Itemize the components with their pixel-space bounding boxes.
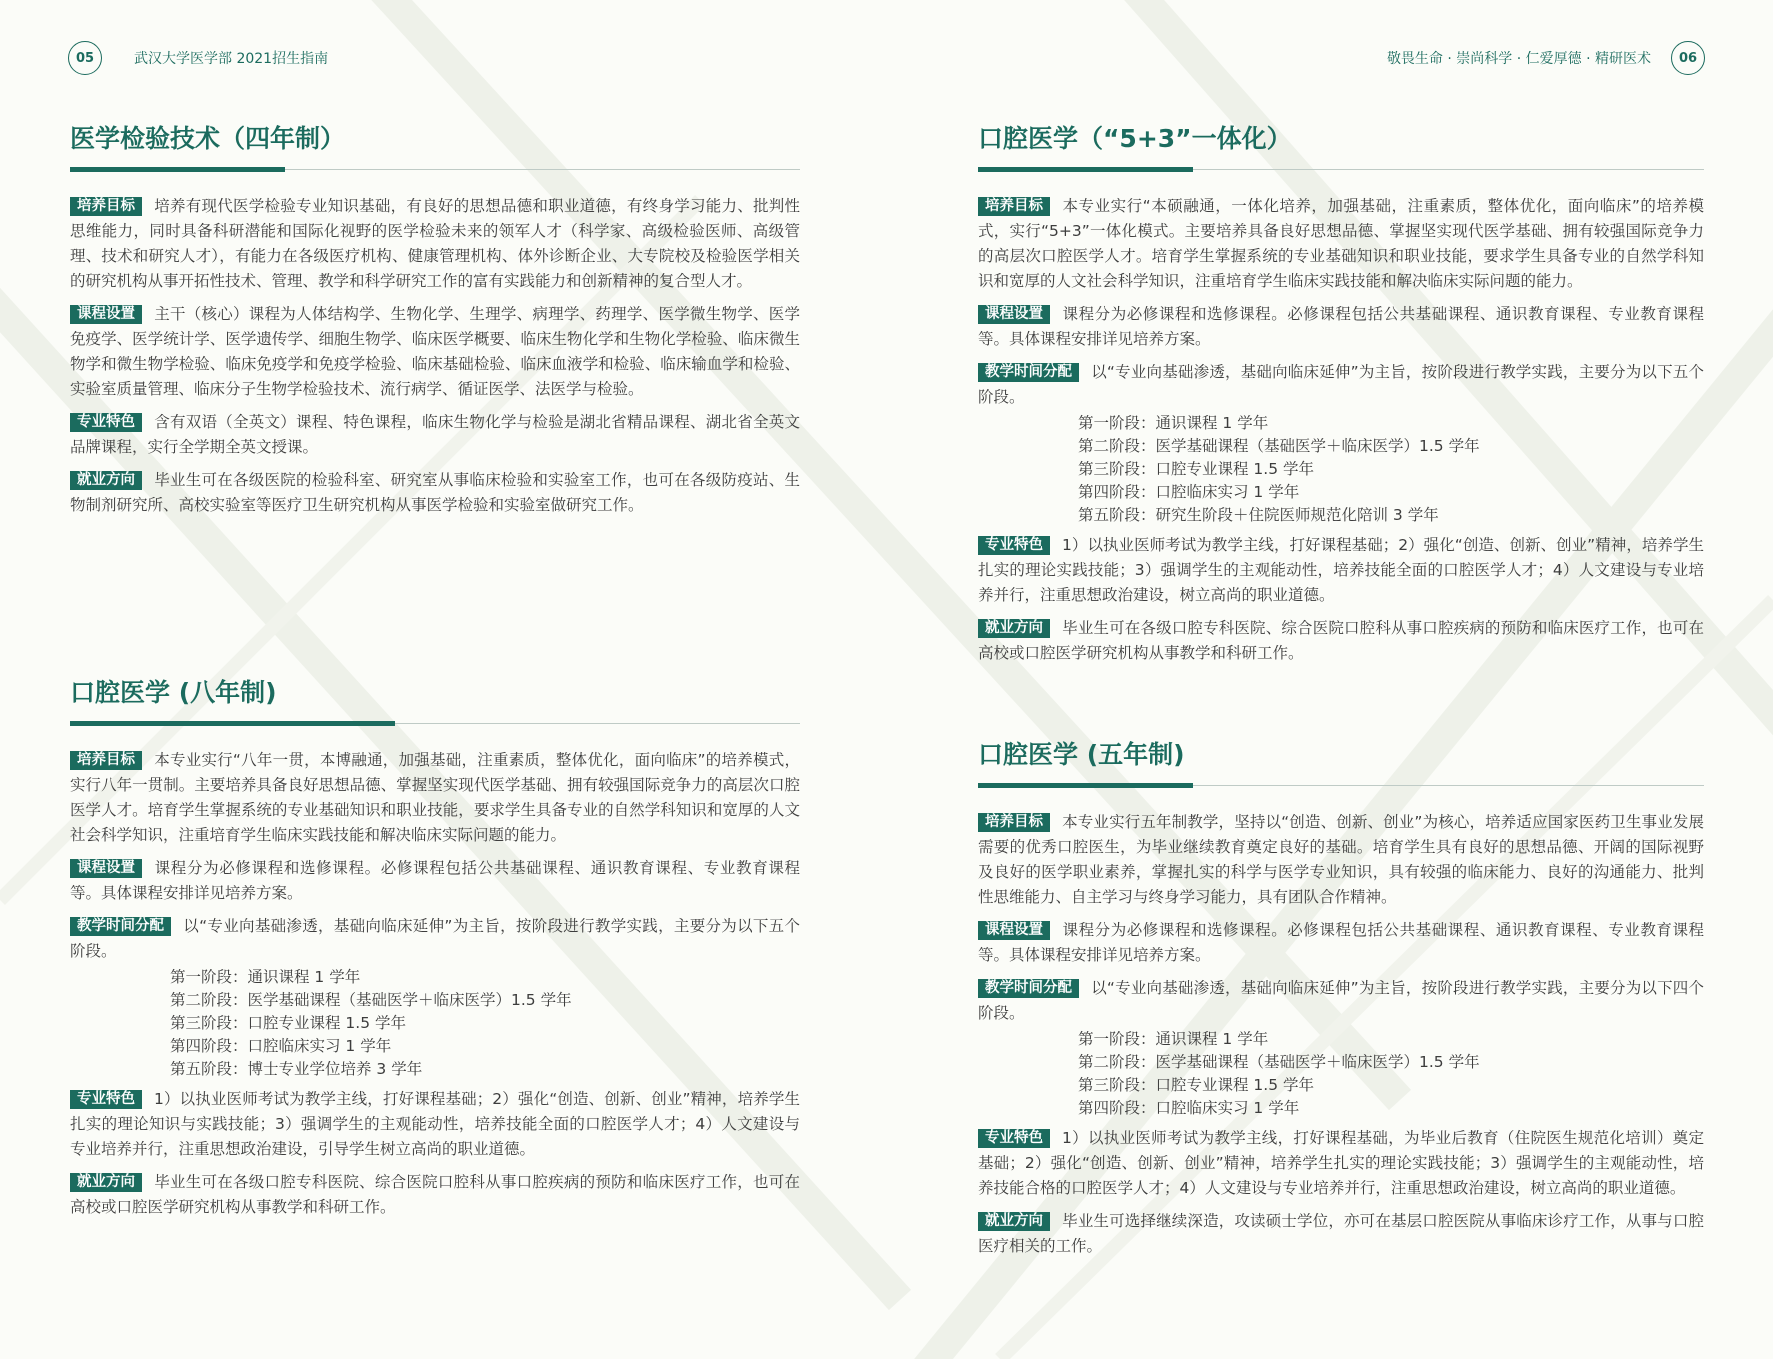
paragraph-text: 以“专业向基础渗透，基础向临床延伸”为主旨，按阶段进行教学实践，主要分为以下五个阶段。 bbox=[70, 917, 800, 960]
content-paragraph bbox=[70, 302, 800, 402]
content-paragraph bbox=[978, 194, 1704, 294]
stage-item: 第三阶段：口腔专业课程 1.5 学年 bbox=[170, 1014, 407, 1032]
content-paragraph bbox=[978, 533, 1704, 608]
stage-item: 第五阶段：博士专业学位培养 3 学年 bbox=[170, 1060, 423, 1078]
paragraph-text: 培养有现代医学检验专业知识基础，有良好的思想品德和职业道德，有终身学习能力、批判性思维能力，同时具备科研潜能和国际化视野的医学检验未来的领军人才（科学家、高级检验医师、高级管理、技术和研究人才），有能力在各级医疗机构、健康管理机构、体外诊断企业、大专院校及检验医学相关的研究机构从事开拓性技术、管理、教学和科学研究工作的富有实践能力和创新精神的复合型人才。 bbox=[70, 197, 800, 290]
section-tag: 教学时间分配 bbox=[978, 363, 1079, 382]
paragraph-text: 1）以执业医师考试为教学主线，打好课程基础；2）强化“创造、创新、创业”精神，培养学生扎实的理论知识与实践技能；3）强调学生的主观能动性，培养技能全面的口腔医学人才；4）人文建设与专业培养并行，注重思想政治建设，引导学生树立高尚的职业道德。 bbox=[70, 1090, 800, 1158]
content-paragraph bbox=[978, 1126, 1704, 1201]
stage-item: 第一阶段：通识课程 1 学年 bbox=[1078, 1030, 1269, 1048]
stage-item: 第二阶段：医学基础课程（基础医学＋临床医学）1.5 学年 bbox=[1078, 1053, 1480, 1071]
section-tag: 专业特色 bbox=[70, 413, 142, 432]
section-tag: 培养目标 bbox=[70, 751, 142, 770]
title-rule bbox=[978, 782, 1704, 788]
section-tag: 就业方向 bbox=[978, 619, 1050, 638]
stage-item: 第三阶段：口腔专业课程 1.5 学年 bbox=[1078, 460, 1315, 478]
content-paragraph bbox=[70, 1170, 800, 1220]
paragraph-text: 本专业实行五年制教学，坚持以“创造、创新、创业”为核心，培养适应国家医药卫生事业发展需要的优秀口腔医生，为毕业继续教育奠定良好的基础。培育学生具有良好的思想品德、开阔的国际视野及良好的医学职业素养，掌握扎实的科学与医学专业知识，具有较强的临床能力、良好的沟通能力、批判性思维能力、自主学习与终身学习能力，具有团队合作精神。 bbox=[978, 813, 1704, 906]
content-paragraph bbox=[70, 410, 800, 460]
content-paragraph bbox=[978, 1209, 1704, 1259]
section-tag: 课程设置 bbox=[978, 305, 1050, 324]
stage-item: 第二阶段：医学基础课程（基础医学＋临床医学）1.5 学年 bbox=[1078, 437, 1480, 455]
content-paragraph bbox=[70, 468, 800, 518]
header-left bbox=[68, 38, 328, 78]
paragraph-text: 课程分为必修课程和选修课程。必修课程包括公共基础课程、通识教育课程、专业教育课程等。具体课程安排详见培养方案。 bbox=[70, 859, 800, 902]
paragraph-text: 主干（核心）课程为人体结构学、生物化学、生理学、病理学、药理学、医学微生物学、医学免疫学、医学统计学、医学遗传学、细胞生物学、临床医学概要、临床生物化学和生物化学检验、临床微生物学和微生物学检验、临床免疫学和免疫学检验、临床基础检验、临床血液学和检验、临床输血学和检验、实验室质量管理、临床分子生物学检验技术、流行病学、循证医学、法医学与检验。 bbox=[70, 305, 800, 398]
stage-item: 第一阶段：通识课程 1 学年 bbox=[1078, 414, 1269, 432]
title-rule bbox=[70, 166, 800, 172]
paragraph-text: 毕业生可在各级口腔专科医院、综合医院口腔科从事口腔疾病的预防和临床医疗工作，也可在高校或口腔医学研究机构从事教学和科研工作。 bbox=[70, 1173, 800, 1216]
paragraph-text: 毕业生可在各级医院的检验科室、研究室从事临床检验和实验室工作，也可在各级防疫站、生物制剂研究所、高校实验室等医疗卫生研究机构从事医学检验和实验室做研究工作。 bbox=[70, 471, 800, 514]
paragraph-text: 1）以执业医师考试为教学主线，打好课程基础，为毕业后教育（住院医生规范化培训）奠定基础；2）强化“创造、创新、创业”精神，培养学生扎实的理论实践技能；3）强调学生的主观能动性，培养技能合格的口腔医学人才；4）人文建设与专业培养并行，注重思想政治建设，树立高尚的职业道德。 bbox=[978, 1129, 1704, 1197]
section-title: 口腔医学 (五年制) bbox=[978, 740, 1185, 769]
section-tag: 培养目标 bbox=[978, 813, 1050, 832]
content-paragraph bbox=[978, 360, 1704, 410]
paragraph-text: 含有双语（全英文）课程、特色课程，临床生物化学与检验是湖北省精品课程、湖北省全英文品牌课程，实行全学期全英文授课。 bbox=[70, 413, 800, 456]
page-number-right: 06 bbox=[1671, 41, 1705, 75]
section-tag: 就业方向 bbox=[978, 1212, 1050, 1231]
section-tag: 课程设置 bbox=[978, 921, 1050, 940]
section-tag: 专业特色 bbox=[978, 1129, 1050, 1148]
paragraph-text: 课程分为必修课程和选修课程。必修课程包括公共基础课程、通识教育课程、专业教育课程等。具体课程安排详见培养方案。 bbox=[978, 305, 1704, 348]
content-paragraph bbox=[70, 1087, 800, 1162]
section-tag: 教学时间分配 bbox=[70, 917, 171, 936]
section-tag: 培养目标 bbox=[978, 197, 1050, 216]
section-tag: 课程设置 bbox=[70, 859, 142, 878]
paragraph-text: 以“专业向基础渗透，基础向临床延伸”为主旨，按阶段进行教学实践，主要分为以下四个阶段。 bbox=[978, 979, 1704, 1022]
stage-list bbox=[1078, 412, 1704, 527]
content-paragraph bbox=[70, 914, 800, 964]
section-title: 口腔医学 (八年制) bbox=[70, 678, 277, 707]
paragraph-text: 1）以执业医师考试为教学主线，打好课程基础；2）强化“创造、创新、创业”精神，培养学生扎实的理论实践技能；3）强调学生的主观能动性，培养技能全面的口腔医学人才；4）人文建设与专业培养并行，注重思想政治建设，树立高尚的职业道德。 bbox=[978, 536, 1704, 604]
section-stomatology-5plus3 bbox=[978, 122, 1704, 674]
content-paragraph bbox=[70, 748, 800, 848]
stage-item: 第四阶段：口腔临床实习 1 学年 bbox=[1078, 1099, 1300, 1117]
section-tag: 培养目标 bbox=[70, 197, 142, 216]
section-title: 口腔医学（“5+3”一体化） bbox=[978, 124, 1292, 153]
header-right bbox=[1387, 38, 1705, 78]
header-right-motto: 敬畏生命 · 崇尚科学 · 仁爱厚德 · 精研医术 bbox=[1386, 51, 1651, 67]
paragraph-text: 本专业实行“本硕融通，一体化培养，加强基础，注重素质，整体优化，面向临床”的培养模式，实行“5+3”一体化模式。主要培养具备良好思想品德、掌握坚实现代医学基础、拥有较强国际竞争力的高层次口腔医学人才。培育学生掌握系统的专业基础知识和职业技能，要求学生具备专业的自然学科知识和宽厚的人文社会科学知识，注重培育学生临床实践技能和解决临床实际问题的能力。 bbox=[978, 197, 1704, 290]
stage-item: 第一阶段：通识课程 1 学年 bbox=[170, 968, 361, 986]
section-tag: 教学时间分配 bbox=[978, 979, 1079, 998]
stage-item: 第四阶段：口腔临床实习 1 学年 bbox=[170, 1037, 392, 1055]
title-rule bbox=[70, 720, 800, 726]
content-paragraph bbox=[978, 976, 1704, 1026]
content-paragraph bbox=[978, 616, 1704, 666]
section-tag: 课程设置 bbox=[70, 305, 142, 324]
header-left-title: 武汉大学医学部 2021招生指南 bbox=[134, 51, 329, 67]
stage-item: 第二阶段：医学基础课程（基础医学＋临床医学）1.5 学年 bbox=[170, 991, 572, 1009]
content-paragraph bbox=[978, 810, 1704, 910]
section-stomatology-5yr bbox=[978, 738, 1704, 1267]
content-paragraph bbox=[978, 302, 1704, 352]
paragraph-text: 毕业生可选择继续深造，攻读硕士学位，亦可在基层口腔医院从事临床诊疗工作，从事与口腔医疗相关的工作。 bbox=[978, 1212, 1704, 1255]
paragraph-text: 课程分为必修课程和选修课程。必修课程包括公共基础课程、通识教育课程、专业教育课程等。具体课程安排详见培养方案。 bbox=[978, 921, 1704, 964]
stage-list bbox=[170, 966, 800, 1081]
title-rule bbox=[978, 166, 1704, 172]
section-tag: 就业方向 bbox=[70, 471, 142, 490]
stage-item: 第三阶段：口腔专业课程 1.5 学年 bbox=[1078, 1076, 1315, 1094]
section-tag: 专业特色 bbox=[70, 1090, 142, 1109]
stage-list bbox=[1078, 1028, 1704, 1120]
page-number-left: 05 bbox=[68, 41, 102, 75]
content-paragraph bbox=[70, 194, 800, 294]
section-tag: 专业特色 bbox=[978, 536, 1050, 555]
content-paragraph bbox=[70, 856, 800, 906]
section-lab-medicine bbox=[70, 122, 800, 526]
stage-item: 第五阶段：研究生阶段＋住院医师规范化陪训 3 学年 bbox=[1078, 506, 1439, 524]
paragraph-text: 本专业实行“八年一贯，本博融通，加强基础，注重素质，整体优化，面向临床”的培养模式，实行八年一贯制。主要培养具备良好思想品德、掌握坚实现代医学基础、拥有较强国际竞争力的高层次口腔医学人才。培育学生掌握系统的专业基础知识和职业技能，要求学生具备专业的自然学科知识和宽厚的人文社会科学知识，注重培育学生临床实践技能和解决临床实际问题的能力。 bbox=[70, 751, 800, 844]
section-stomatology-8yr bbox=[70, 676, 800, 1228]
content-paragraph bbox=[978, 918, 1704, 968]
section-tag: 就业方向 bbox=[70, 1173, 142, 1192]
section-title: 医学检验技术（四年制） bbox=[70, 124, 346, 153]
paragraph-text: 毕业生可在各级口腔专科医院、综合医院口腔科从事口腔疾病的预防和临床医疗工作，也可在高校或口腔医学研究机构从事教学和科研工作。 bbox=[978, 619, 1704, 662]
stage-item: 第四阶段：口腔临床实习 1 学年 bbox=[1078, 483, 1300, 501]
paragraph-text: 以“专业向基础渗透，基础向临床延伸”为主旨，按阶段进行教学实践，主要分为以下五个阶段。 bbox=[978, 363, 1704, 406]
